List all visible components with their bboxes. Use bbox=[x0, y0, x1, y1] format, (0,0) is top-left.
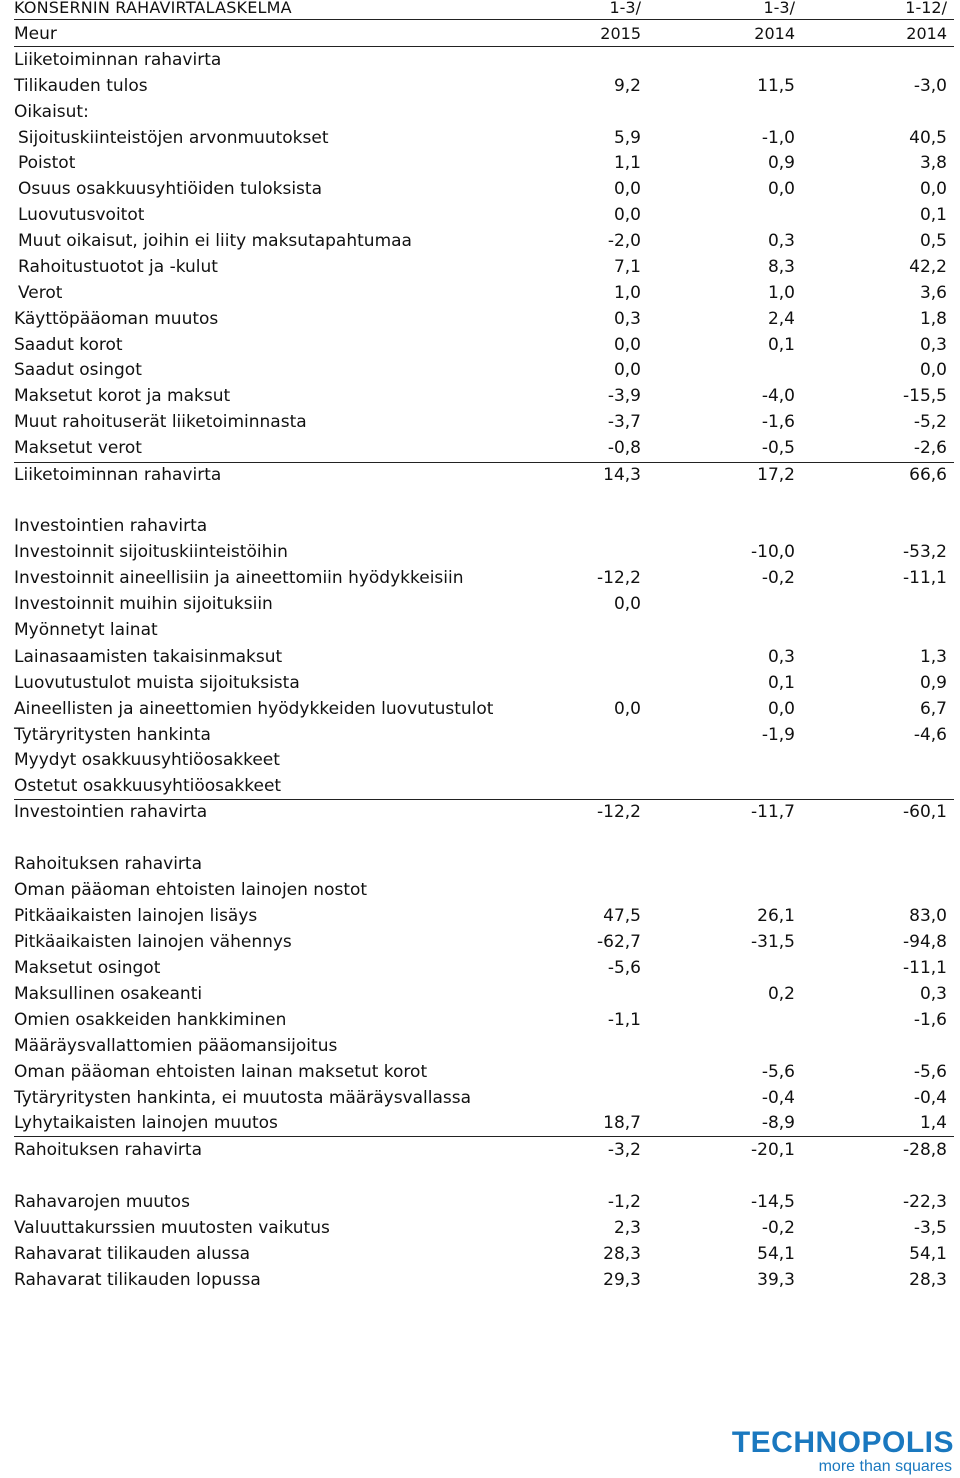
row-label: Käyttöpääoman muutos bbox=[14, 309, 219, 329]
value-cell-col2: -14,5 bbox=[751, 1192, 795, 1212]
table-row bbox=[0, 513, 960, 539]
row-label: Muut rahoituserät liiketoiminnasta bbox=[14, 412, 307, 432]
value-cell-col2: -20,1 bbox=[751, 1140, 795, 1160]
row-label: Tilikauden tulos bbox=[14, 76, 148, 96]
row-label: Muut oikaisut, joihin ei liity maksutapahtumaa bbox=[18, 231, 412, 251]
value-cell-col3: 0,1 bbox=[919, 205, 947, 225]
table-row bbox=[0, 539, 960, 565]
value-cell-col3: 0,9 bbox=[919, 673, 947, 693]
value-cell-col2: -0,2 bbox=[761, 568, 795, 588]
row-label: Investoinnit aineellisiin ja aineettomiin hyödykkeisiin bbox=[14, 568, 464, 588]
value-cell-col3: 54,1 bbox=[909, 1244, 947, 1264]
row-label: Investointien rahavirta bbox=[14, 516, 208, 536]
table-row bbox=[0, 670, 960, 696]
row-label: Lainasaamisten takaisinmaksut bbox=[14, 647, 283, 667]
value-cell-col3: 28,3 bbox=[909, 1270, 947, 1290]
row-label: Myydyt osakkuusyhtiöosakkeet bbox=[14, 750, 280, 770]
table-row bbox=[0, 383, 960, 409]
value-cell-col2: -0,5 bbox=[761, 438, 795, 458]
table-row bbox=[0, 591, 960, 617]
value-cell-col1: 14,3 bbox=[603, 465, 641, 485]
table-row bbox=[0, 47, 960, 73]
value-cell-col1: 0,0 bbox=[613, 335, 641, 355]
table-row bbox=[0, 851, 960, 877]
table-row bbox=[0, 1033, 960, 1059]
row-label: Maksullinen osakeanti bbox=[14, 984, 203, 1004]
value-cell-col1: -3,7 bbox=[607, 412, 641, 432]
row-label: Rahoituksen rahavirta bbox=[14, 854, 202, 874]
subtotal-line-financing bbox=[14, 1136, 954, 1137]
value-cell-col3: 3,6 bbox=[919, 283, 947, 303]
subtotal-line-investing bbox=[14, 799, 954, 800]
table-row bbox=[0, 357, 960, 383]
row-label: Pitkäaikaisten lainojen lisäys bbox=[14, 906, 258, 926]
value-cell-col1: 0,0 bbox=[613, 360, 641, 380]
table-row bbox=[0, 1007, 960, 1033]
table-row bbox=[0, 1189, 960, 1215]
col2-period: 1-3/ bbox=[763, 0, 795, 17]
table-row bbox=[0, 773, 960, 799]
row-label: Aineellisten ja aineettomien hyödykkeiden luovutustulot bbox=[14, 699, 494, 719]
value-cell-col3: 1,3 bbox=[919, 647, 947, 667]
row-label: Investoinnit sijoituskiinteistöihin bbox=[14, 542, 288, 562]
value-cell-col3: -4,6 bbox=[913, 725, 947, 745]
table-row bbox=[0, 1085, 960, 1111]
value-cell-col2: 0,2 bbox=[767, 984, 795, 1004]
value-cell-col3: 6,7 bbox=[919, 699, 947, 719]
value-cell-col2: 8,3 bbox=[767, 257, 795, 277]
row-label: Maksetut verot bbox=[14, 438, 142, 458]
value-cell-col1: -3,9 bbox=[607, 386, 641, 406]
row-label: Liiketoiminnan rahavirta bbox=[14, 465, 222, 485]
col1-period: 1-3/ bbox=[609, 0, 641, 17]
row-label: Poistot bbox=[18, 153, 76, 173]
value-cell-col3: -5,2 bbox=[913, 412, 947, 432]
value-cell-col2: 26,1 bbox=[757, 906, 795, 926]
value-cell-col1: 7,1 bbox=[613, 257, 641, 277]
value-cell-col1: -0,8 bbox=[607, 438, 641, 458]
col3-period: 1-12/ bbox=[905, 0, 947, 17]
value-cell-col1: 29,3 bbox=[603, 1270, 641, 1290]
value-cell-col1: -3,2 bbox=[607, 1140, 641, 1160]
value-cell-col3: -5,6 bbox=[913, 1062, 947, 1082]
value-cell-col2: -4,0 bbox=[761, 386, 795, 406]
value-cell-col3: -1,6 bbox=[913, 1010, 947, 1030]
value-cell-col1: 0,0 bbox=[613, 179, 641, 199]
value-cell-col3: 83,0 bbox=[909, 906, 947, 926]
row-label: Lyhytaikaisten lainojen muutos bbox=[14, 1113, 278, 1133]
header-row-1 bbox=[0, 0, 960, 21]
table-row bbox=[0, 565, 960, 591]
row-label: Omien osakkeiden hankkiminen bbox=[14, 1010, 287, 1030]
row-label: Osuus osakkuusyhtiöiden tuloksista bbox=[18, 179, 322, 199]
table-row bbox=[0, 1110, 960, 1136]
value-cell-col3: -28,8 bbox=[903, 1140, 947, 1160]
value-cell-col1: 9,2 bbox=[613, 76, 641, 96]
value-cell-col1: 28,3 bbox=[603, 1244, 641, 1264]
table-row bbox=[0, 644, 960, 670]
value-cell-col1: 1,0 bbox=[613, 283, 641, 303]
value-cell-col3: -60,1 bbox=[903, 802, 947, 822]
value-cell-col2: 39,3 bbox=[757, 1270, 795, 1290]
logo-tagline: more than squares bbox=[818, 1458, 952, 1475]
value-cell-col1: 5,9 bbox=[613, 128, 641, 148]
value-cell-col2: -11,7 bbox=[751, 802, 795, 822]
table-row bbox=[0, 722, 960, 748]
table-row bbox=[0, 280, 960, 306]
value-cell-col2: -5,6 bbox=[761, 1062, 795, 1082]
value-cell-col1: 0,0 bbox=[613, 594, 641, 614]
value-cell-col2: 0,0 bbox=[767, 179, 795, 199]
header-row-2 bbox=[0, 21, 960, 47]
technopolis-logo bbox=[652, 1428, 956, 1478]
row-label: Oikaisut: bbox=[14, 102, 89, 122]
table-row bbox=[0, 176, 960, 202]
row-label: Saadut osingot bbox=[14, 360, 142, 380]
row-label: Pitkäaikaisten lainojen vähennys bbox=[14, 932, 292, 952]
table-row bbox=[0, 1137, 960, 1163]
table-row bbox=[0, 73, 960, 99]
table-row bbox=[0, 99, 960, 125]
value-cell-col3: -15,5 bbox=[903, 386, 947, 406]
value-cell-col2: -8,9 bbox=[761, 1113, 795, 1133]
value-cell-col3: 42,2 bbox=[909, 257, 947, 277]
table-row bbox=[0, 435, 960, 461]
value-cell-col2: 17,2 bbox=[757, 465, 795, 485]
row-label: Ostetut osakkuusyhtiöosakkeet bbox=[14, 776, 282, 796]
value-cell-col2: 1,0 bbox=[767, 283, 795, 303]
row-label: Investointien rahavirta bbox=[14, 802, 208, 822]
col1-year: 2015 bbox=[600, 24, 641, 43]
row-label: Maksetut osingot bbox=[14, 958, 161, 978]
row-label: Rahoituksen rahavirta bbox=[14, 1140, 202, 1160]
col2-year: 2014 bbox=[754, 24, 795, 43]
value-cell-col1: -12,2 bbox=[597, 802, 641, 822]
row-label: Investoinnit muihin sijoituksiin bbox=[14, 594, 273, 614]
value-cell-col1: 0,0 bbox=[613, 205, 641, 225]
value-cell-col3: 66,6 bbox=[909, 465, 947, 485]
row-label: Rahoitustuotot ja -kulut bbox=[18, 257, 218, 277]
row-label: Verot bbox=[18, 283, 63, 303]
value-cell-col2: 2,4 bbox=[767, 309, 795, 329]
value-cell-col1: -1,1 bbox=[607, 1010, 641, 1030]
value-cell-col1: -12,2 bbox=[597, 568, 641, 588]
subtotal-line-operating bbox=[14, 462, 954, 463]
value-cell-col3: 40,5 bbox=[909, 128, 947, 148]
value-cell-col2: 0,3 bbox=[767, 231, 795, 251]
row-label: Sijoituskiinteistöjen arvonmuutokset bbox=[18, 128, 329, 148]
value-cell-col2: 0,0 bbox=[767, 699, 795, 719]
value-cell-col3: -3,0 bbox=[913, 76, 947, 96]
value-cell-col2: -1,0 bbox=[761, 128, 795, 148]
value-cell-col1: -2,0 bbox=[607, 231, 641, 251]
value-cell-col2: -10,0 bbox=[751, 542, 795, 562]
value-cell-col1: -62,7 bbox=[597, 932, 641, 952]
header-divider-top bbox=[14, 19, 954, 20]
table-row bbox=[0, 332, 960, 358]
value-cell-col2: -31,5 bbox=[751, 932, 795, 952]
value-cell-col3: -11,1 bbox=[903, 568, 947, 588]
row-label: Rahavarat tilikauden alussa bbox=[14, 1244, 251, 1264]
row-label: Tytäryritysten hankinta, ei muutosta määräysvallassa bbox=[14, 1088, 472, 1108]
table-row bbox=[0, 981, 960, 1007]
value-cell-col3: 3,8 bbox=[919, 153, 947, 173]
value-cell-col1: -5,6 bbox=[607, 958, 641, 978]
value-cell-col2: 11,5 bbox=[757, 76, 795, 96]
value-cell-col3: 1,4 bbox=[919, 1113, 947, 1133]
value-cell-col1: 0,3 bbox=[613, 309, 641, 329]
value-cell-col2: 0,3 bbox=[767, 647, 795, 667]
row-label: Luovutustulot muista sijoituksista bbox=[14, 673, 300, 693]
value-cell-col2: -1,6 bbox=[761, 412, 795, 432]
table-row bbox=[0, 929, 960, 955]
value-cell-col2: -0,2 bbox=[761, 1218, 795, 1238]
row-label: Määräysvallattomien pääomansijoitus bbox=[14, 1036, 338, 1056]
value-cell-col3: 0,0 bbox=[919, 360, 947, 380]
value-cell-col1: 2,3 bbox=[613, 1218, 641, 1238]
value-cell-col3: 0,3 bbox=[919, 984, 947, 1004]
value-cell-col3: -22,3 bbox=[903, 1192, 947, 1212]
table-row bbox=[0, 1215, 960, 1241]
row-label: Saadut korot bbox=[14, 335, 123, 355]
value-cell-col3: -94,8 bbox=[903, 932, 947, 952]
table-row bbox=[0, 150, 960, 176]
table-row bbox=[0, 747, 960, 773]
col3-year: 2014 bbox=[906, 24, 947, 43]
row-label: Rahavarojen muutos bbox=[14, 1192, 190, 1212]
value-cell-col2: 0,1 bbox=[767, 335, 795, 355]
table-row bbox=[0, 617, 960, 643]
table-row bbox=[0, 254, 960, 280]
table-row bbox=[0, 409, 960, 435]
value-cell-col1: 18,7 bbox=[603, 1113, 641, 1133]
value-cell-col1: 1,1 bbox=[613, 153, 641, 173]
value-cell-col2: 54,1 bbox=[757, 1244, 795, 1264]
table-row bbox=[0, 696, 960, 722]
value-cell-col3: -2,6 bbox=[913, 438, 947, 458]
table-row bbox=[0, 228, 960, 254]
value-cell-col3: 0,3 bbox=[919, 335, 947, 355]
value-cell-col2: -0,4 bbox=[761, 1088, 795, 1108]
table-row bbox=[0, 202, 960, 228]
table-row bbox=[0, 799, 960, 825]
row-label: Tytäryritysten hankinta bbox=[14, 725, 211, 745]
value-cell-col2: 0,1 bbox=[767, 673, 795, 693]
value-cell-col3: -3,5 bbox=[913, 1218, 947, 1238]
value-cell-col1: 0,0 bbox=[613, 699, 641, 719]
row-label: Valuuttakurssien muutosten vaikutus bbox=[14, 1218, 330, 1238]
value-cell-col3: 1,8 bbox=[919, 309, 947, 329]
row-label: Myönnetyt lainat bbox=[14, 620, 158, 640]
value-cell-col1: -1,2 bbox=[607, 1192, 641, 1212]
value-cell-col3: -0,4 bbox=[913, 1088, 947, 1108]
table-row bbox=[0, 877, 960, 903]
value-cell-col2: 0,9 bbox=[767, 153, 795, 173]
unit-label: Meur bbox=[14, 24, 57, 44]
row-label: Liiketoiminnan rahavirta bbox=[14, 50, 222, 70]
row-label: Luovutusvoitot bbox=[18, 205, 145, 225]
value-cell-col2: -1,9 bbox=[761, 725, 795, 745]
table-row bbox=[0, 955, 960, 981]
statement-title: KONSERNIN RAHAVIRTALASKELMA bbox=[14, 0, 292, 17]
table-row bbox=[0, 1059, 960, 1085]
value-cell-col3: -53,2 bbox=[903, 542, 947, 562]
table-row bbox=[0, 903, 960, 929]
table-row bbox=[0, 306, 960, 332]
logo-wordmark: TECHNOPOLIS bbox=[731, 1426, 954, 1459]
row-label: Rahavarat tilikauden lopussa bbox=[14, 1270, 261, 1290]
value-cell-col3: -11,1 bbox=[903, 958, 947, 978]
table-row bbox=[0, 125, 960, 151]
row-label: Oman pääoman ehtoisten lainan maksetut korot bbox=[14, 1062, 428, 1082]
value-cell-col1: 47,5 bbox=[603, 906, 641, 926]
value-cell-col3: 0,0 bbox=[919, 179, 947, 199]
value-cell-col3: 0,5 bbox=[919, 231, 947, 251]
row-label: Maksetut korot ja maksut bbox=[14, 386, 231, 406]
row-label: Oman pääoman ehtoisten lainojen nostot bbox=[14, 880, 368, 900]
table-row bbox=[0, 462, 960, 488]
table-row bbox=[0, 1267, 960, 1293]
table-row bbox=[0, 1241, 960, 1267]
